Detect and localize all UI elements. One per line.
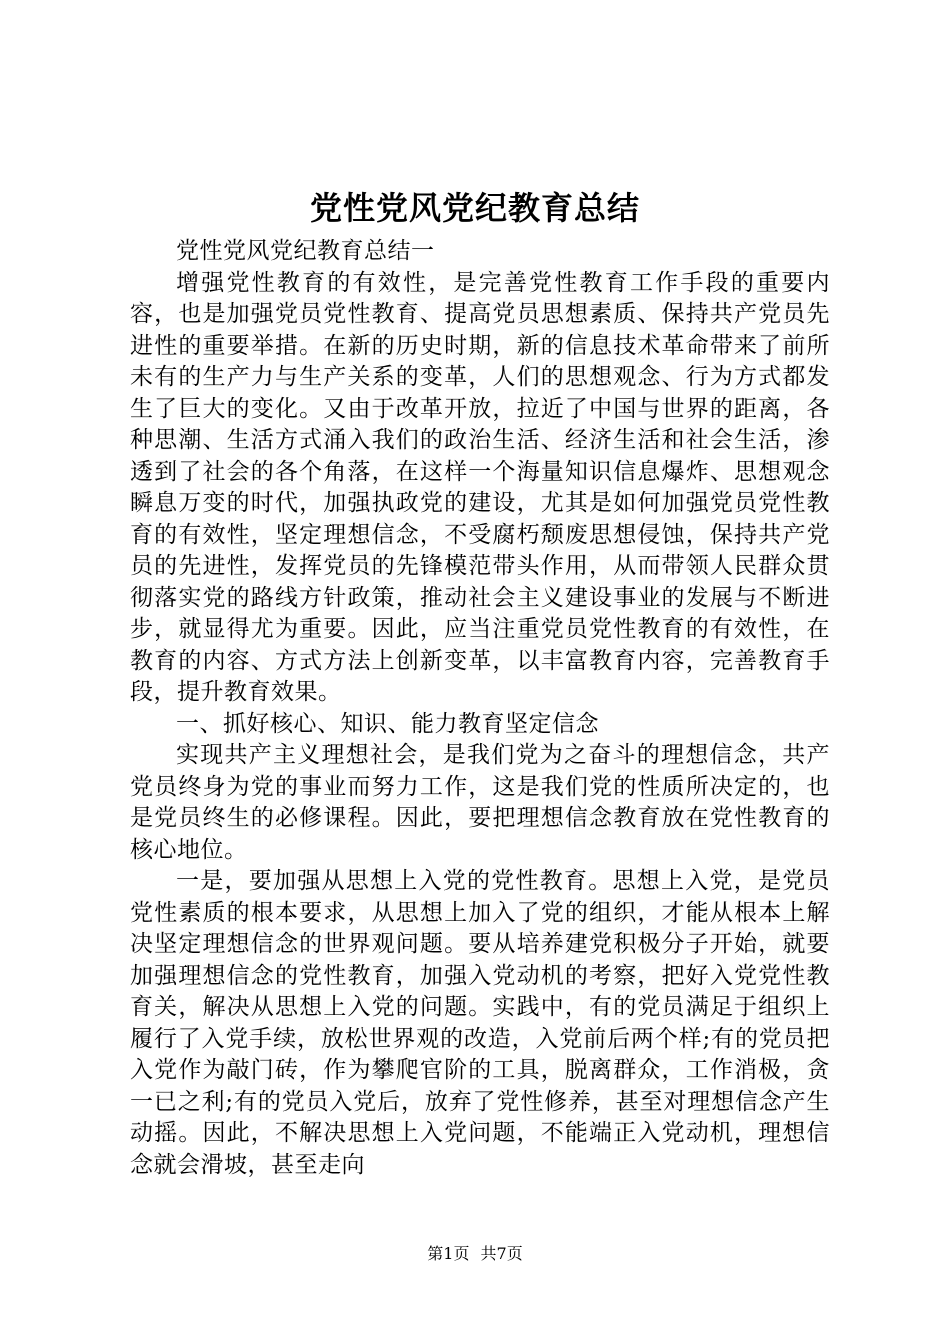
page-footer (0, 1244, 950, 1264)
section-heading: 一、抓好核心、知识、能力教育坚定信念 (176, 710, 599, 737)
page-number: 第1页 (427, 1244, 470, 1263)
paragraph-point-one: 一是，要加强从思想上入党的党性教育。思想上入党，是党员党性素质的根本要求，从思想上加入了党的组织，才能从根本上解决坚定理想信念的世界观问题。要从培养建党积极分子开始，就要加强理想信念的党性教育，加强入党动机的考察，把好入党党性教育关，解决从思想上入党的问题。实践中，有的党员满足于组织上履行了入党手续，放松世界观的改造，入党前后两个样;有的党员把入党作为敲门砖，作为攀爬官阶的工具，脱离群众，工作消极，贪一已之利;有的党员入党后，放弃了党性修养，甚至对理想信念产生动摇。因此，不解决思想上入党问题，不能端正入党动机，理想信念就会滑坡，甚至走向 (130, 868, 830, 1178)
paragraph-intro: 增强党性教育的有效性，是完善党性教育工作手段的重要内容，也是加强党员党性教育、提高党员思想素质、保持共产党员先进性的重要举措。在新的历史时期，新的信息技术革命带来了前所未有的生产力与生产关系的变革，人们的思想观念、行为方式都发生了巨大的变化。又由于改革开放，拉近了中国与世界的距离，各种思潮、生活方式涌入我们的政治生活、经济生活和社会生活，渗透到了社会的各个角落，在这样一个海量知识信息爆炸、思想观念瞬息万变的时代，加强执政党的建设，尤其是如何加强党员党性教育的有效性，坚定理想信念，不受腐朽颓废思想侵蚀，保持共产党员的先进性，发挥党员的先锋模范带头作用，从而带领人民群众贯彻落实党的路线方针政策，推动社会主义建设事业的发展与不断进步，就显得尤为重要。因此，应当注重党员党性教育的有效性，在教育的内容、方式方法上创新变革，以丰富教育内容，完善教育手段，提升教育效果。 (130, 269, 830, 705)
document-body (130, 236, 830, 1181)
document-title: 党性党风党纪教育总结 (309, 189, 640, 227)
page-total: 共7页 (480, 1244, 523, 1263)
paragraph-subtitle: 党性党风党纪教育总结一 (176, 238, 435, 264)
paragraph-ideals: 实现共产主义理想社会，是我们党为之奋斗的理想信念，共产党员终身为党的事业而努力工作，这是我们党的性质所决定的，也是党员终生的必修课程。因此，要把理想信念教育放在党性教育的核心地位。 (130, 742, 830, 863)
